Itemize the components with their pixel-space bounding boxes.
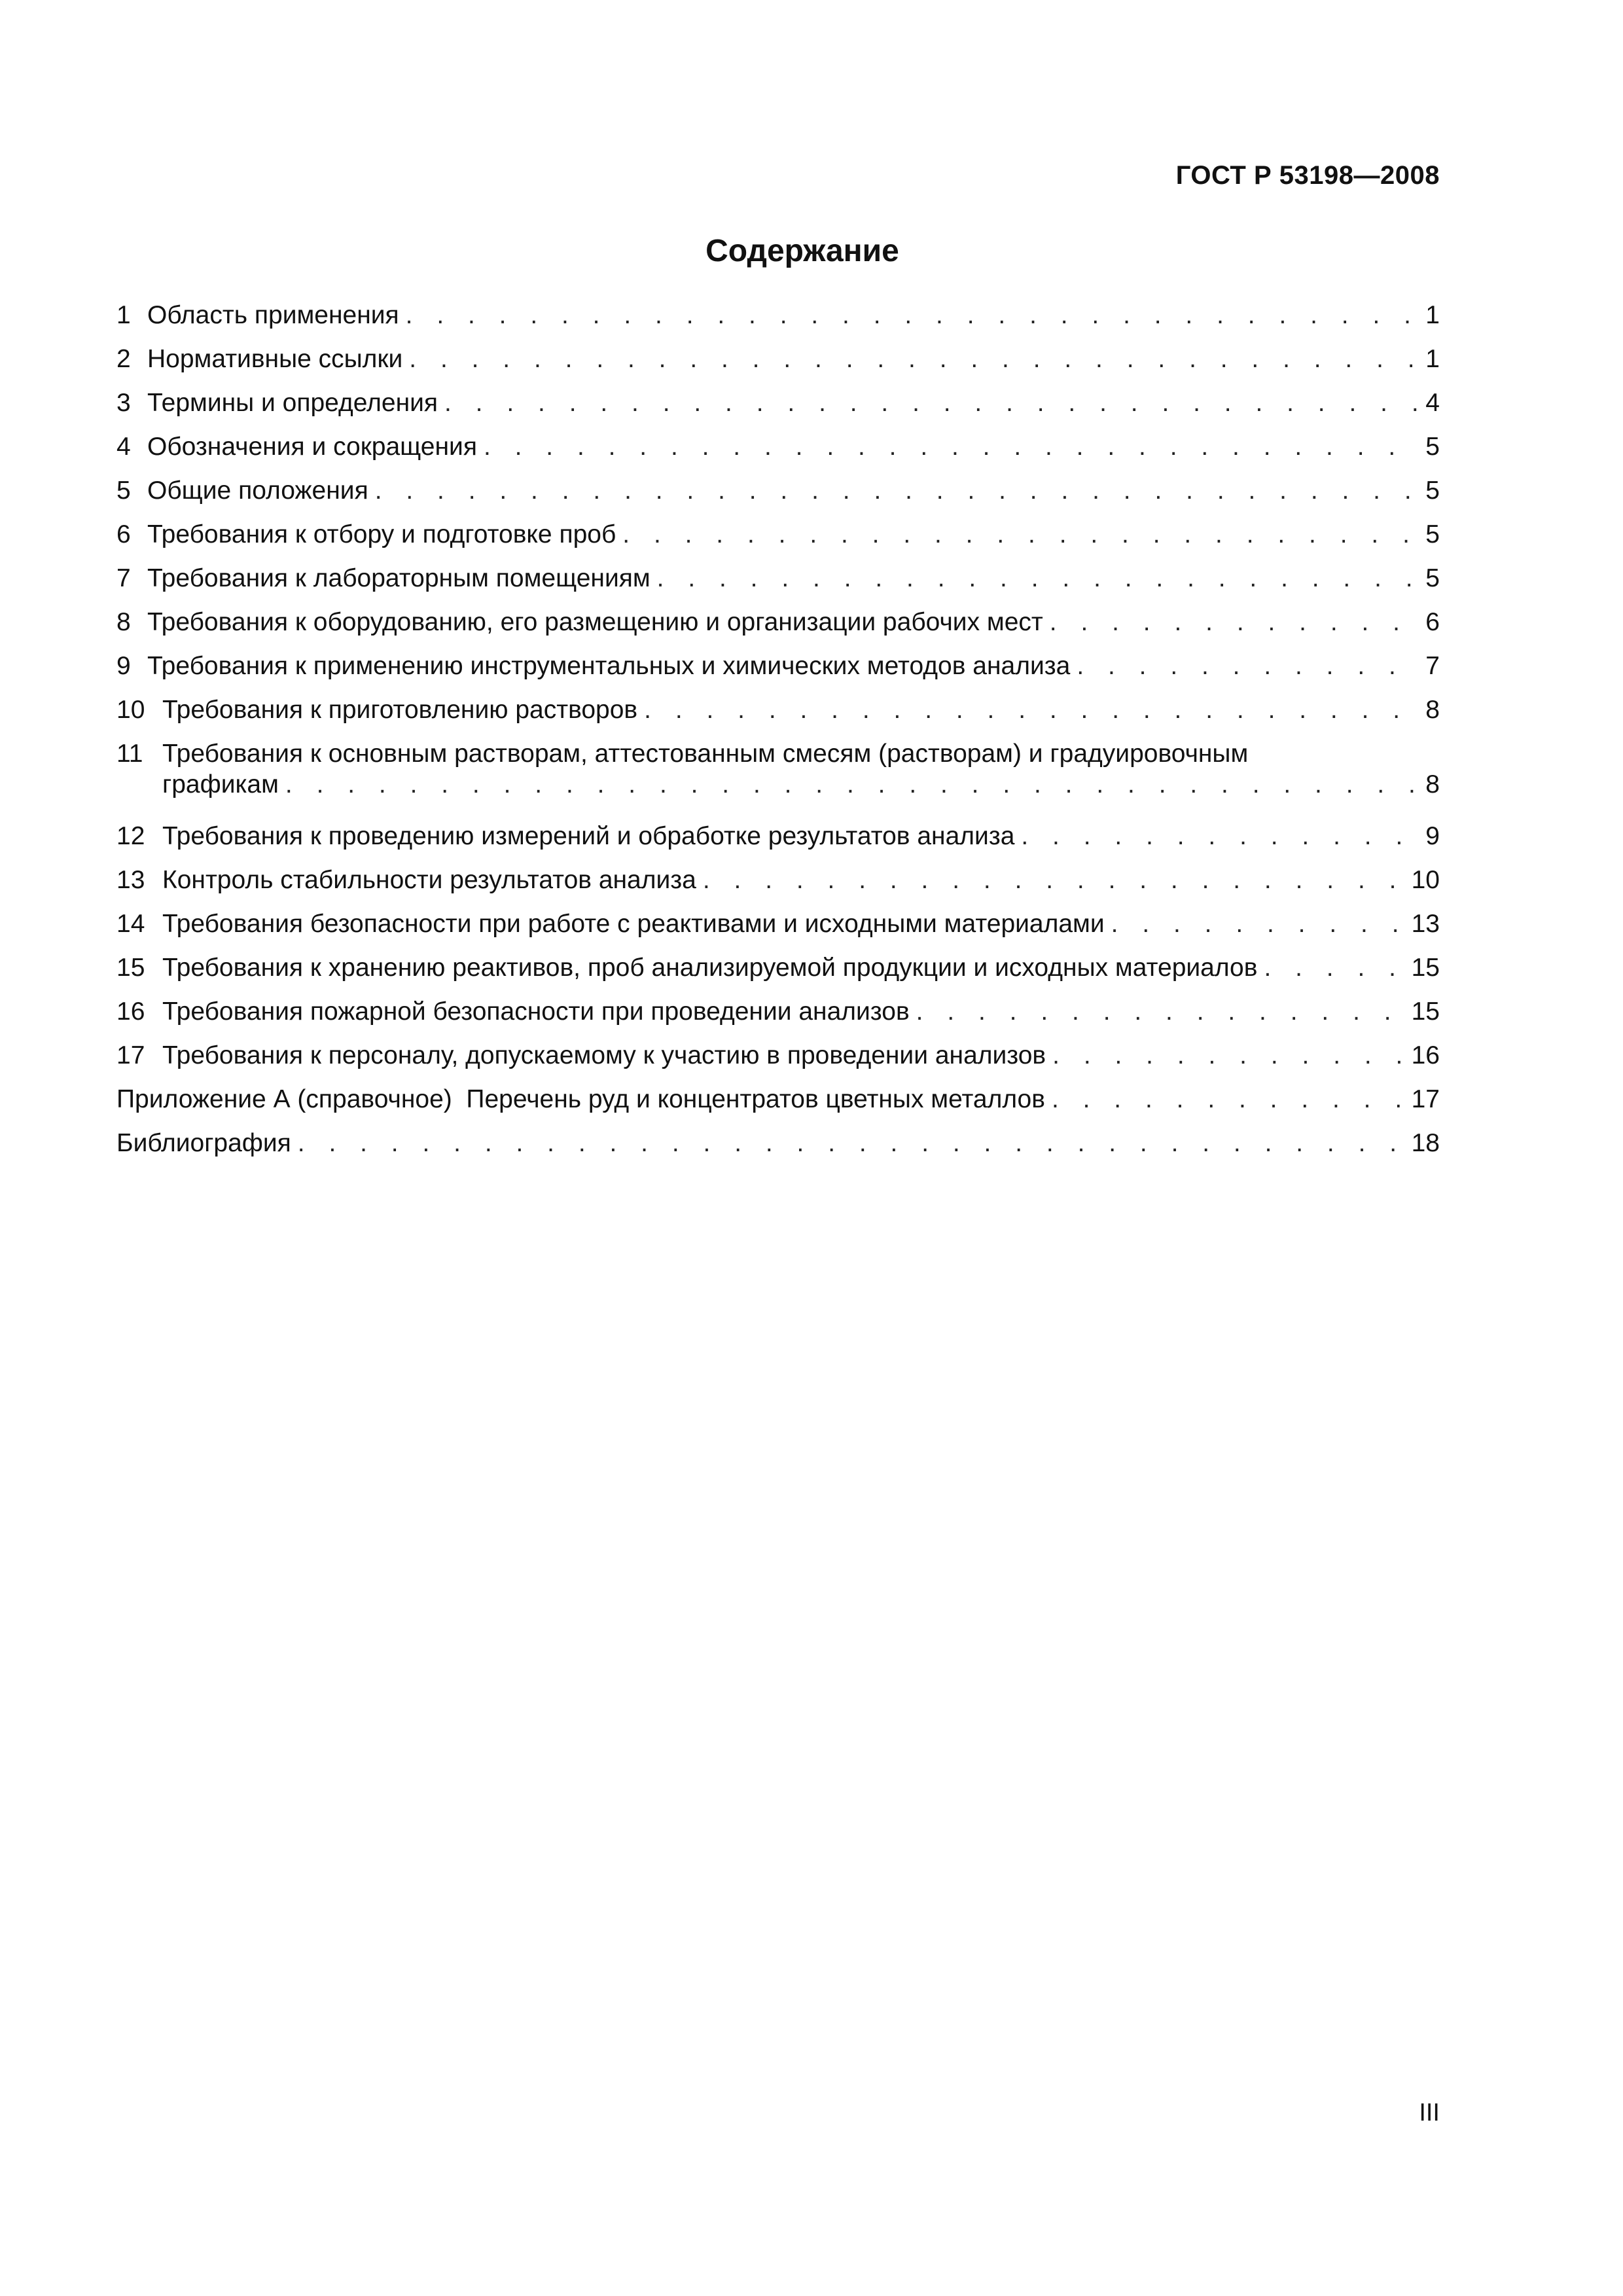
toc-item-number: 16 bbox=[116, 997, 145, 1026]
toc-item-number: 10 bbox=[116, 696, 145, 724]
toc-item-page: 16 bbox=[1411, 1041, 1440, 1069]
toc-item-label: Требования к приготовлению растворов bbox=[162, 696, 638, 724]
toc-item[interactable] bbox=[116, 738, 1440, 821]
dot-leader bbox=[1052, 1084, 1405, 1115]
toc-item-number: 8 bbox=[116, 608, 131, 636]
dot-leader bbox=[1111, 908, 1405, 939]
dot-leader bbox=[444, 387, 1419, 418]
toc-item-number: 9 bbox=[116, 652, 131, 680]
toc-item-label: Требования к персоналу, допускаемому к участию в проведении анализов bbox=[162, 1041, 1046, 1069]
dot-leader bbox=[409, 344, 1419, 374]
toc-item-label: Приложение А (справочное) Перечень руд и концентратов цветных металлов bbox=[116, 1085, 1045, 1113]
dot-leader bbox=[375, 475, 1419, 506]
toc-item-label: Требования к оборудованию, его размещению и организации рабочих мест bbox=[147, 608, 1043, 636]
dot-leader bbox=[484, 431, 1419, 462]
toc-item-page: 1 bbox=[1425, 301, 1440, 329]
dot-leader bbox=[1077, 651, 1419, 681]
toc-item-page: 10 bbox=[1411, 866, 1440, 894]
toc-item-page: 7 bbox=[1425, 652, 1440, 680]
toc-item-label: Требования к лабораторным помещениям bbox=[147, 564, 651, 592]
toc-item[interactable] bbox=[116, 431, 1440, 475]
toc-item[interactable] bbox=[116, 865, 1440, 908]
dot-leader bbox=[657, 563, 1419, 594]
toc-item-page: 6 bbox=[1425, 608, 1440, 636]
toc-item-page: 5 bbox=[1425, 476, 1440, 505]
document-id: ГОСТ Р 53198—2008 bbox=[1175, 161, 1440, 190]
toc-item-number: 1 bbox=[116, 301, 131, 329]
dot-leader bbox=[622, 519, 1419, 550]
toc-item-number: 11 bbox=[116, 740, 143, 768]
toc-item-label: Обозначения и сокращения bbox=[147, 433, 477, 461]
toc-item[interactable] bbox=[116, 996, 1440, 1040]
toc-item-page: 13 bbox=[1411, 910, 1440, 938]
toc-item[interactable] bbox=[116, 519, 1440, 563]
toc-item-label: Требования к основным растворам, аттестованным смесям (растворам) и градуировочным bbox=[162, 740, 1249, 768]
toc-item-number: 12 bbox=[116, 822, 145, 850]
toc-item-label: Термины и определения bbox=[147, 389, 438, 417]
toc-item-page: 17 bbox=[1411, 1085, 1440, 1113]
toc-item-page: 15 bbox=[1411, 954, 1440, 982]
toc-title: Содержание bbox=[705, 234, 899, 268]
toc-item[interactable] bbox=[116, 607, 1440, 651]
toc-item-page: 5 bbox=[1425, 433, 1440, 461]
toc-item-label: Общие положения bbox=[147, 476, 368, 505]
toc-item-label: Контроль стабильности результатов анализа bbox=[162, 866, 696, 894]
dot-leader bbox=[644, 694, 1419, 725]
toc-item-number: 5 bbox=[116, 476, 131, 505]
toc-item-page: 8 bbox=[1425, 696, 1440, 724]
toc-item-label: Требования к хранению реактивов, проб анализируемой продукции и исходных материалов bbox=[162, 954, 1258, 982]
toc-item-label-continued: графикам bbox=[162, 770, 279, 798]
dot-leader bbox=[1052, 1040, 1404, 1071]
toc-item[interactable] bbox=[116, 475, 1440, 519]
dot-leader bbox=[298, 1128, 1405, 1158]
toc-item[interactable] bbox=[116, 694, 1440, 738]
toc-item-page: 18 bbox=[1411, 1129, 1440, 1157]
dot-leader bbox=[703, 865, 1405, 895]
toc-item-label: Требования пожарной безопасности при проведении анализов bbox=[162, 997, 910, 1026]
toc-item-page: 5 bbox=[1425, 564, 1440, 592]
toc-item-label: Нормативные ссылки bbox=[147, 345, 403, 373]
toc-item[interactable] bbox=[116, 563, 1440, 607]
toc-item-label: Требования к проведению измерений и обработке результатов анализа bbox=[162, 822, 1015, 850]
dot-leader bbox=[406, 300, 1419, 331]
toc-item-page: 15 bbox=[1411, 997, 1440, 1026]
toc-item[interactable] bbox=[116, 387, 1440, 431]
toc-item-label: Требования к отбору и подготовке проб bbox=[147, 520, 616, 548]
toc-item-number: 4 bbox=[116, 433, 131, 461]
toc-item[interactable] bbox=[116, 1040, 1440, 1084]
toc-item-page: 5 bbox=[1425, 520, 1440, 548]
toc-item[interactable] bbox=[116, 908, 1440, 952]
toc-item-page: 1 bbox=[1425, 345, 1440, 373]
toc-item[interactable] bbox=[116, 344, 1440, 387]
toc-item[interactable] bbox=[116, 300, 1440, 344]
dot-leader bbox=[285, 769, 1419, 800]
toc-item-label: Требования к применению инструментальных и химических методов анализа bbox=[147, 652, 1071, 680]
toc-item-number: 6 bbox=[116, 520, 131, 548]
toc-item-bibliography[interactable] bbox=[116, 1128, 1440, 1172]
page-folio: III bbox=[1419, 2099, 1440, 2126]
toc-item[interactable] bbox=[116, 952, 1440, 996]
toc-item-number: 15 bbox=[116, 954, 145, 982]
toc-item-number: 14 bbox=[116, 910, 145, 938]
toc-item-appendix[interactable] bbox=[116, 1084, 1440, 1128]
toc-item-label: Требования безопасности при работе с реактивами и исходными материалами bbox=[162, 910, 1105, 938]
toc-item-label: Область применения bbox=[147, 301, 399, 329]
toc-item[interactable] bbox=[116, 651, 1440, 694]
toc-item-number: 3 bbox=[116, 389, 131, 417]
toc-item-number: 7 bbox=[116, 564, 131, 592]
toc-item-page: 9 bbox=[1425, 822, 1440, 850]
toc-item-label: Библиография bbox=[116, 1129, 291, 1157]
toc-item-page: 4 bbox=[1425, 389, 1440, 417]
toc-item-number: 13 bbox=[116, 866, 145, 894]
dot-leader bbox=[916, 996, 1405, 1027]
dot-leader bbox=[1050, 607, 1419, 637]
table-of-contents bbox=[116, 300, 1440, 1172]
toc-item-number: 17 bbox=[116, 1041, 145, 1069]
toc-item[interactable] bbox=[116, 821, 1440, 865]
toc-item-number: 2 bbox=[116, 345, 131, 373]
dot-leader bbox=[1264, 952, 1404, 983]
dot-leader bbox=[1021, 821, 1419, 852]
toc-item-page: 8 bbox=[1425, 770, 1440, 798]
